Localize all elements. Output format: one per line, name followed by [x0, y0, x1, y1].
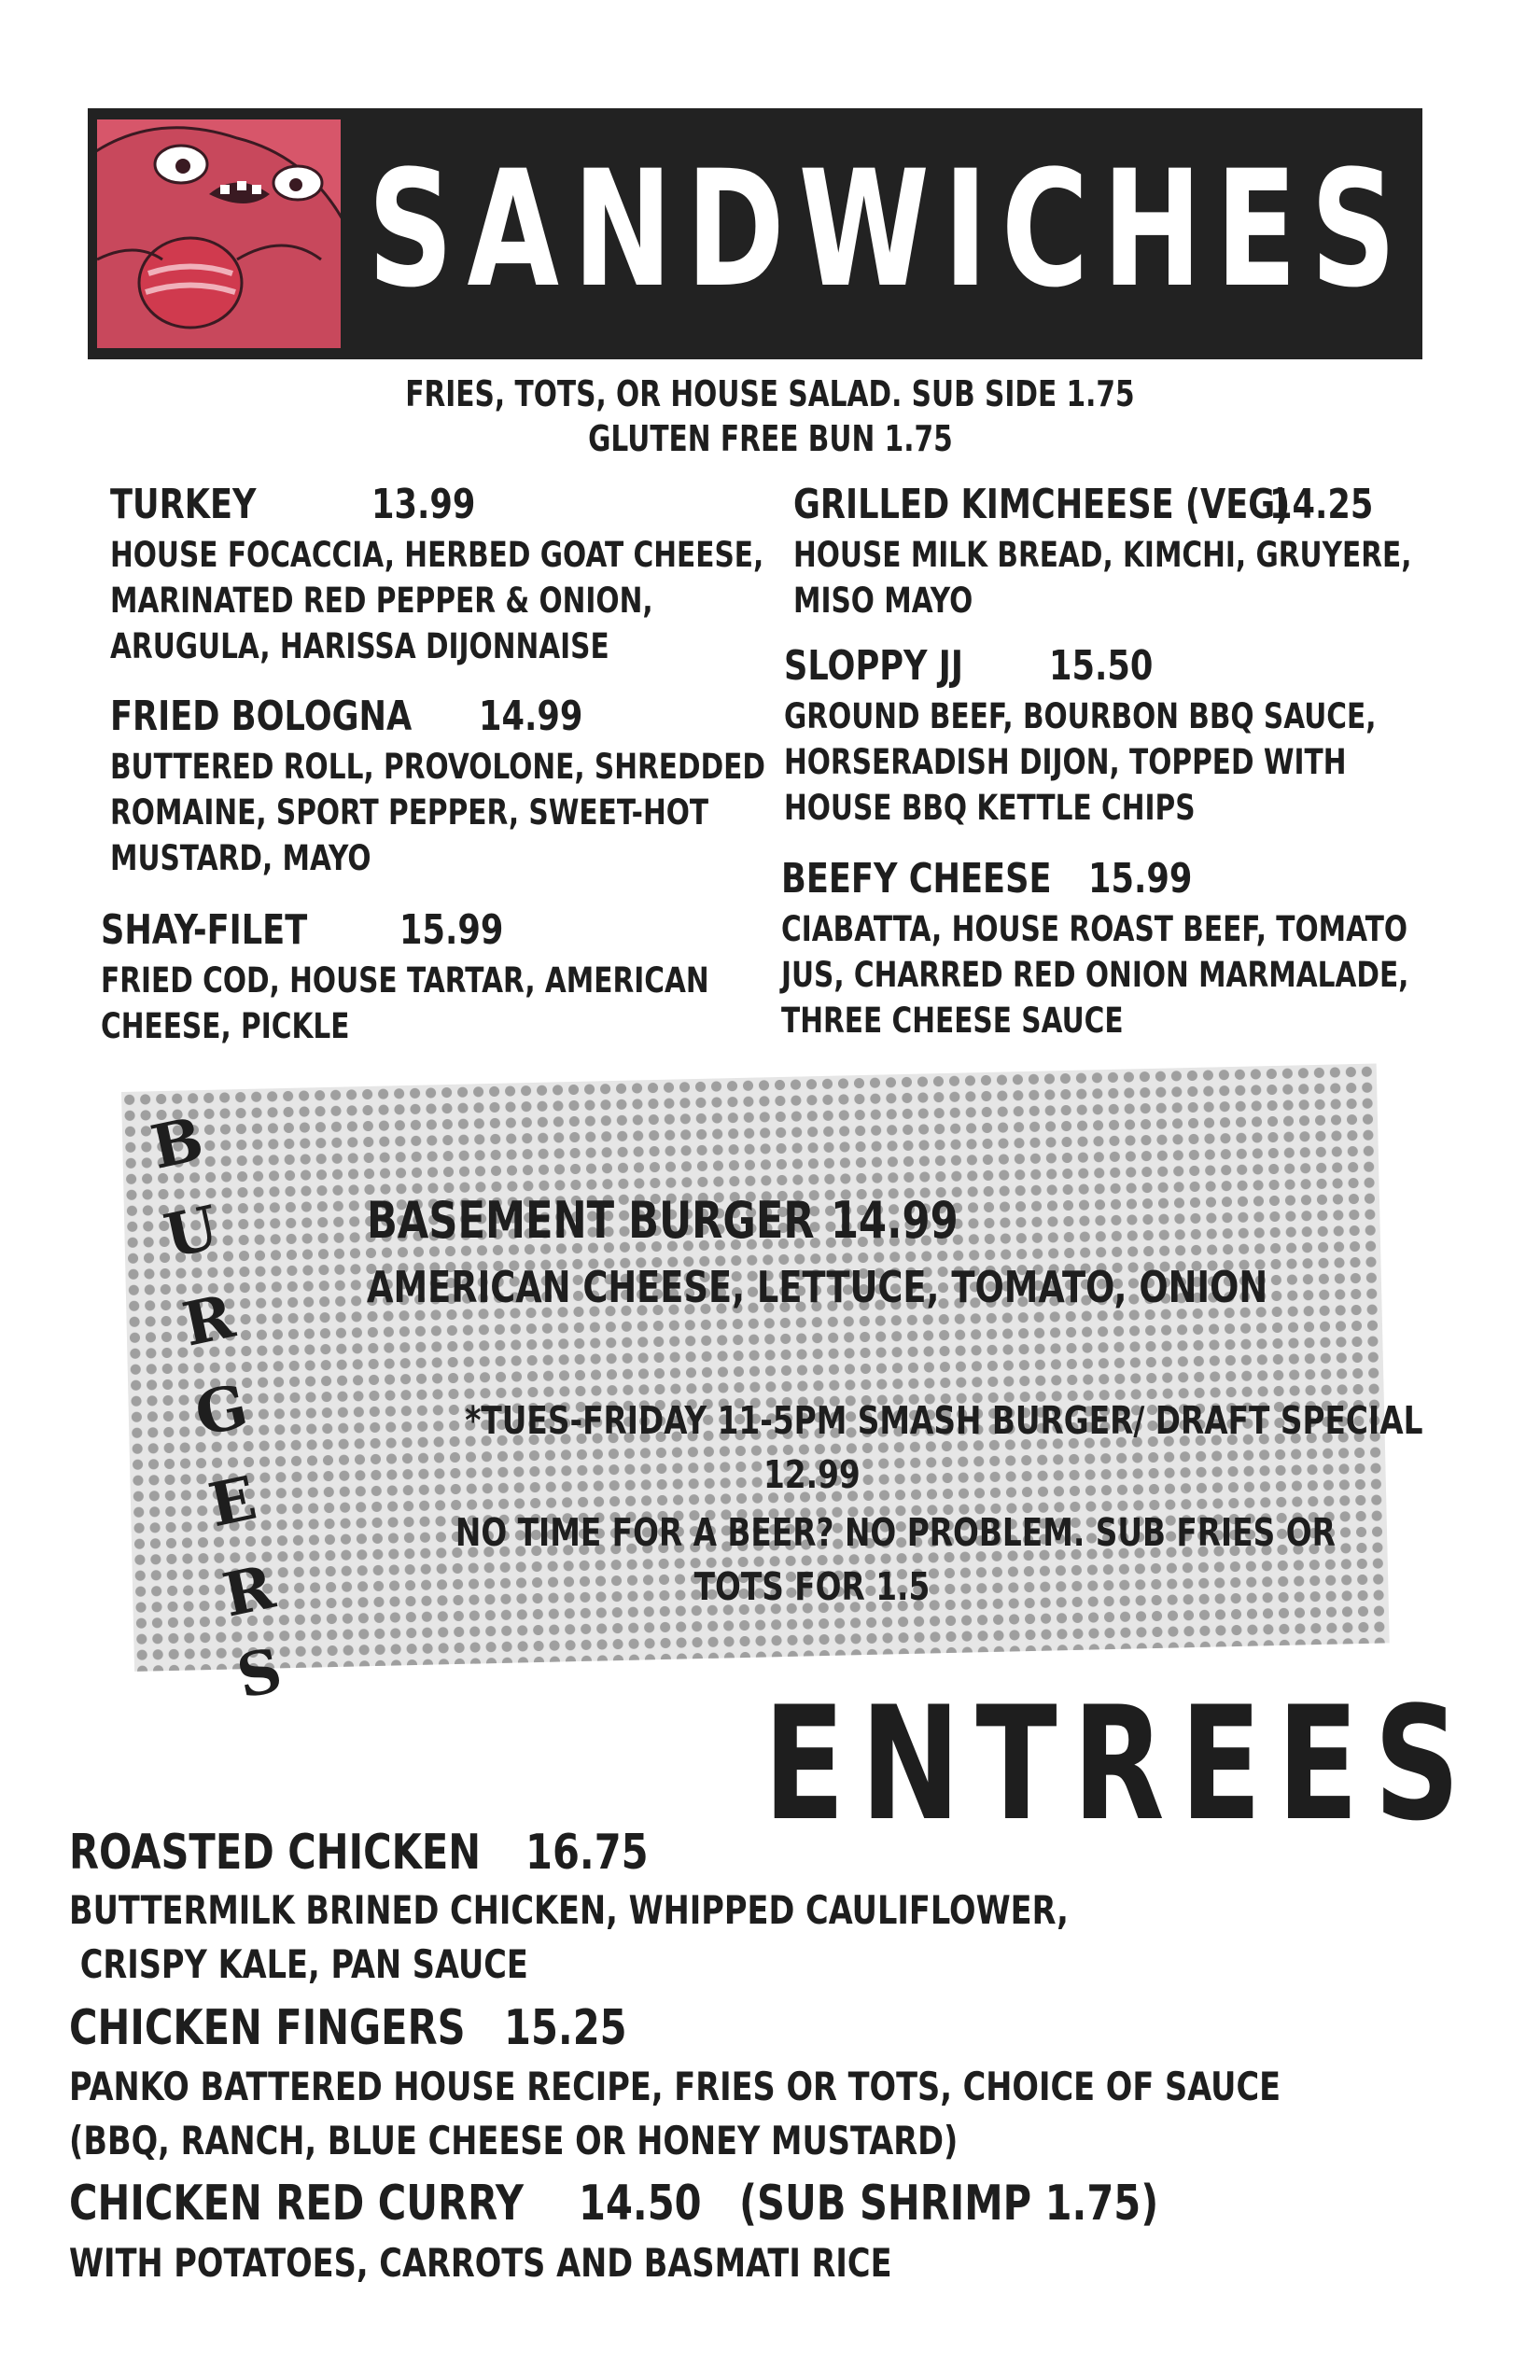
burger-item-name: BASEMENT BURGER: [367, 1191, 815, 1250]
menu-item-price: 15.50: [1049, 642, 1154, 690]
menu-item-desc: HORSERADISH DIJON, TOPPED WITH: [784, 742, 1347, 782]
burger-special-line: TOTS FOR 1.5: [693, 1564, 931, 1609]
entree-item-name: CHICKEN RED CURRY: [69, 2176, 524, 2232]
menu-item-desc: THREE CHEESE SAUCE: [781, 1001, 1124, 1041]
entree-item-desc: CRISPY KALE, PAN SAUCE: [69, 1941, 528, 1987]
entree-item-extra: (SUB SHRIMP 1.75): [739, 2176, 1159, 2232]
burger-item-price: 14.99: [831, 1191, 959, 1250]
entree-item-price: 16.75: [525, 1825, 649, 1881]
entree-item-price: 14.50: [579, 2176, 702, 2232]
menu-item-name: BEEFY CHEESE: [781, 855, 1052, 903]
menu-item-desc: HOUSE MILK BREAD, KIMCHI, GRUYERE,: [793, 535, 1412, 575]
mascot-illustration: [97, 119, 341, 348]
burger-item-desc: AMERICAN CHEESE, LETTUCE, TOMATO, ONION: [367, 1262, 1268, 1312]
menu-item-desc: JUS, CHARRED RED ONION MARMALADE,: [781, 955, 1409, 995]
menu-item-desc: MISO MAYO: [793, 581, 973, 621]
menu-item-name: SHAY-FILET: [101, 906, 308, 954]
menu-item-desc: MUSTARD, MAYO: [110, 838, 371, 878]
menu-item-desc: FRIED COD, HOUSE TARTAR, AMERICAN: [101, 960, 709, 1001]
burger-special-line: NO TIME FOR A BEER? NO PROBLEM. SUB FRIES OR: [455, 1510, 1336, 1555]
entree-item-desc: WITH POTATOES, CARROTS AND BASMATI RICE: [69, 2240, 892, 2286]
entree-item-name: CHICKEN FINGERS: [69, 2000, 466, 2056]
burgers-letter: G: [189, 1371, 254, 1450]
burger-special-line: *TUES-FRIDAY 11-5PM SMASH BURGER/ DRAFT SPECIAL: [465, 1398, 1423, 1443]
menu-item-price: 14.25: [1269, 481, 1374, 528]
menu-item-desc: CIABATTA, HOUSE ROAST BEEF, TOMATO: [781, 909, 1408, 949]
menu-item-desc: HOUSE FOCACCIA, HERBED GOAT CHEESE,: [110, 535, 764, 575]
entree-item-desc: PANKO BATTERED HOUSE RECIPE, FRIES OR TOTS, CHOICE OF SAUCE: [69, 2064, 1281, 2109]
entree-item-desc: (BBQ, RANCH, BLUE CHEESE OR HONEY MUSTARD): [69, 2118, 959, 2163]
menu-item-price: 14.99: [479, 693, 583, 740]
menu-item-desc: ARUGULA, HARISSA DIJONNAISE: [110, 626, 609, 666]
burgers-letter: R: [176, 1281, 241, 1361]
menu-item-name: TURKEY: [110, 481, 257, 528]
burgers-letter: S: [231, 1635, 288, 1713]
burgers-letter: B: [145, 1104, 210, 1183]
entree-item-price: 15.25: [504, 2000, 627, 2056]
menu-item-desc: BUTTERED ROLL, PROVOLONE, SHREDDED: [110, 747, 765, 787]
sides-note: FRIES, TOTS, OR HOUSE SALAD. SUB SIDE 1.75: [405, 373, 1135, 414]
gluten-free-note: GLUTEN FREE BUN 1.75: [587, 418, 953, 459]
menu-item-name: SLOPPY JJ: [784, 642, 963, 690]
menu-item-price: 15.99: [399, 906, 504, 954]
burgers-letter: U: [158, 1193, 224, 1272]
menu-item-desc: GROUND BEEF, BOURBON BBQ SAUCE,: [784, 696, 1377, 736]
sandwich-character-icon: [97, 119, 341, 348]
menu-item-desc: HOUSE BBQ KETTLE CHIPS: [784, 788, 1196, 828]
menu-item-name: FRIED BOLOGNA: [110, 693, 413, 740]
menu-item-price: 13.99: [371, 481, 476, 528]
menu-item-desc: CHEESE, PICKLE: [101, 1006, 350, 1046]
entree-item-name: ROASTED CHICKEN: [69, 1825, 482, 1881]
sandwiches-title: SANDWICHES: [368, 135, 1410, 323]
sandwiches-header: [88, 108, 1422, 359]
entrees-title: ENTREES: [763, 1673, 1476, 1855]
menu-item-desc: MARINATED RED PEPPER & ONION,: [110, 581, 653, 621]
burgers-letter: E: [203, 1463, 263, 1542]
menu-item-desc: ROMAINE, SPORT PEPPER, SWEET-HOT: [110, 792, 709, 833]
burger-special-price: 12.99: [763, 1452, 861, 1497]
burgers-letter: R: [217, 1552, 281, 1631]
menu-item-name: GRILLED KIMCHEESE (VEG): [793, 481, 1291, 528]
entree-item-desc: BUTTERMILK BRINED CHICKEN, WHIPPED CAULIFLOWER,: [69, 1887, 1069, 1933]
menu-item-price: 15.99: [1088, 855, 1193, 903]
